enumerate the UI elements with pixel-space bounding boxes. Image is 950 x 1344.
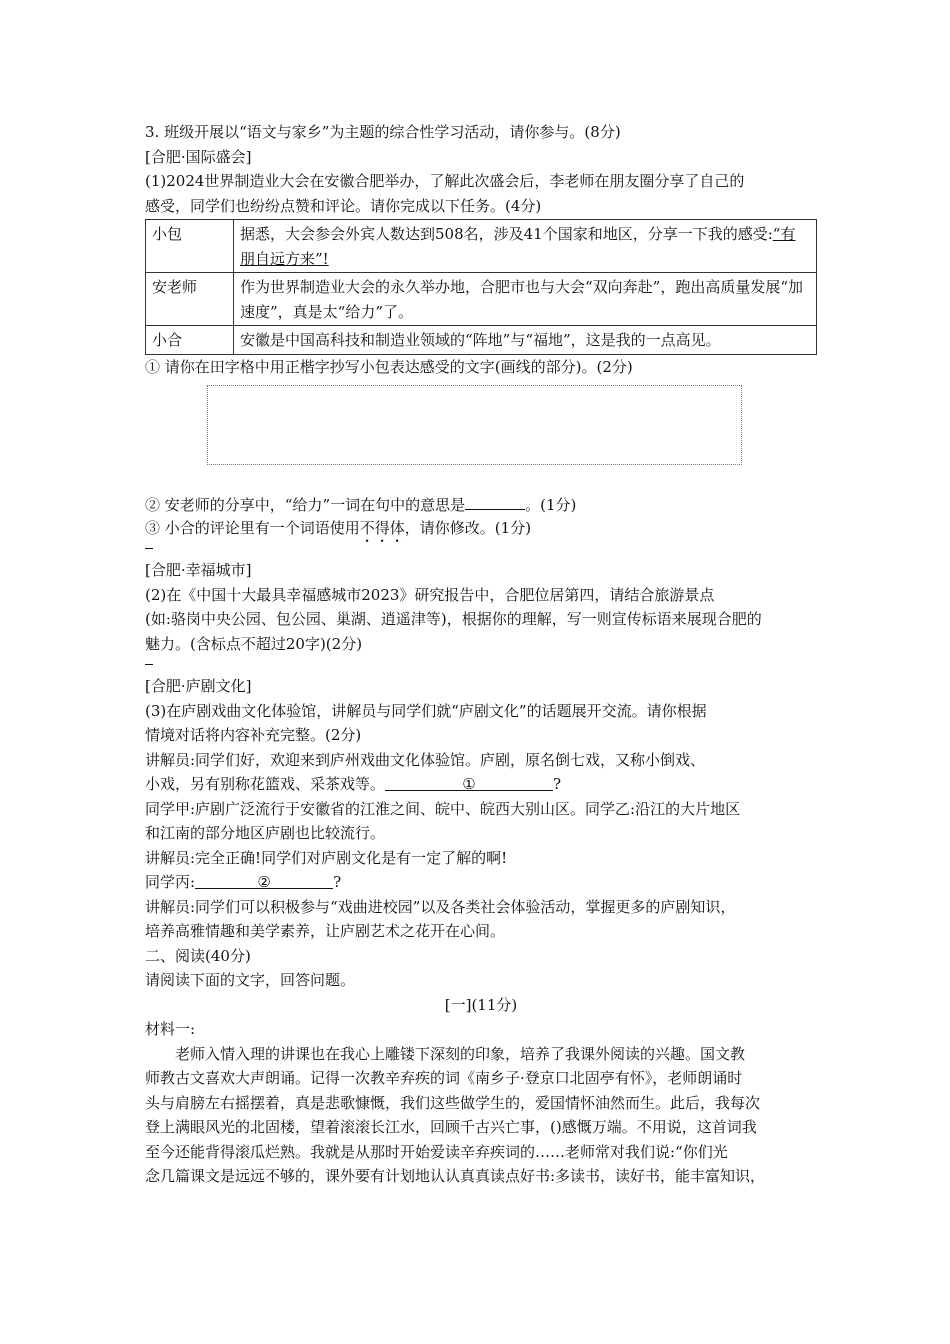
task-3-text: ③ 小合的评论里有一个词语使用 xyxy=(145,518,360,537)
task-3-score: ，请你修改。(1分) xyxy=(404,518,532,537)
part-2-instruction: 请阅读下面的文字，回答问题。 xyxy=(145,971,356,989)
dialogue-line xyxy=(145,772,817,797)
comment-cell: 安徽是中国高科技和制造业领域的“阵地”与“福地”，这是我的一点高见。 xyxy=(234,326,817,355)
comment-text: 据悉，大会参会外宾人数达到508名，涉及41个国家和地区，分享一下我的感受: xyxy=(240,225,773,243)
reading-section-title: [一](11分) xyxy=(444,995,518,1014)
speaker-cell: 小合 xyxy=(146,326,234,355)
dialogue-line xyxy=(145,870,817,895)
answer-blank[interactable] xyxy=(465,491,525,510)
answer-blank-1[interactable]: ① xyxy=(385,772,553,791)
dialogue-line: 讲解员:同学们好，欢迎来到庐州戏曲文化体验馆。庐剧，原名倒七戏，又称小倒戏、 xyxy=(145,750,706,769)
speaker-cell: 安老师 xyxy=(146,273,234,326)
underlined-phrase: “有朋自远方来”! xyxy=(240,225,796,268)
dialogue-line: 讲解员:同学们可以积极参与“戏曲进校园”以及各类社会体验活动，掌握更多的庐剧知识， xyxy=(145,897,736,916)
table-row xyxy=(146,326,817,355)
table-row xyxy=(146,273,817,326)
section-2-tag: [合肥·幸福城市] xyxy=(145,561,252,579)
answer-blank-2[interactable]: ② xyxy=(195,870,333,889)
section-3-line-1: (3)在庐剧戏曲文化体验馆，讲解员与同学们就“庐剧文化”的话题展开交流。请你根据 xyxy=(145,701,707,720)
dialogue-text: 同学丙: xyxy=(145,873,196,891)
section-1-intro-line-1: (1)2024世界制造业大会在安徽合肥举办，了解此次盛会后，李老师在朋友圈分享了自己的 xyxy=(145,172,745,190)
part-2-heading: 二、阅读(40分) xyxy=(145,946,251,965)
question-mark: ? xyxy=(333,873,342,891)
dialogue-text: 小戏，另有别称花篮戏、采茶戏等。 xyxy=(145,775,386,793)
speaker-cell: 小包 xyxy=(146,220,234,273)
section-1-intro-line-2: 感受，同学们也纷纷点赞和评论。请你完成以下任务。(4分) xyxy=(145,196,542,215)
comment-table xyxy=(145,219,817,355)
question-3-title: 3. 班级开展以“语文与家乡”为主题的综合性学习活动，请你参与。(8分) xyxy=(145,123,621,141)
task-3 xyxy=(145,516,817,541)
task-2-score: 。(1分) xyxy=(525,496,577,514)
section-1-tag: [合肥·国际盛会] xyxy=(145,147,252,166)
passage-line: 师教古文喜欢大声朗诵。记得一次教辛弃疾的词《南乡子·登京口北固亭有怀》，老师朗诵时 xyxy=(145,1069,743,1087)
dialogue-line: 讲解员:完全正确!同学们对庐剧文化是有一定了解的啊! xyxy=(145,848,508,867)
tianzige-writing-box[interactable] xyxy=(207,385,742,465)
section-3-tag: [合肥·庐剧文化] xyxy=(145,677,252,695)
dialogue-line: 和江南的部分地区庐剧也比较流行。 xyxy=(145,824,386,842)
dialogue-line: 培养高雅情趣和美学素养，让庐剧艺术之花开在心间。 xyxy=(145,922,506,940)
answer-line-mark xyxy=(145,540,817,558)
section-3-line-2: 情境对话将内容补充完整。(2分) xyxy=(145,726,362,744)
passage-line: 老师入情入理的讲课也在我心上雕镂下深刻的印象，培养了我课外阅读的兴趣。国文教 xyxy=(175,1044,746,1063)
passage-line: 至今还能背得滚瓜烂熟。我就是从那时开始爱读辛弃疾词的……老师常对我们说:“你们光 xyxy=(145,1142,728,1161)
section-2-line-3: 魅力。(含标点不超过20字)(2分) xyxy=(145,634,363,653)
task-1: ① 请你在田字格中用正楷字抄写小包表达感受的文字(画线的部分)。(2分) xyxy=(145,357,633,376)
task-2 xyxy=(145,491,817,516)
exam-page xyxy=(145,120,817,1189)
dialogue-line: 同学甲:庐剧广泛流行于安徽省的江淮之间、皖中、皖西大别山区。同学乙:沿江的大片地区 xyxy=(145,799,741,818)
passage-line: 念几篇课文是远远不够的，课外要有计划地认认真真读点好书:多读书，读好书，能丰富知识， xyxy=(145,1167,766,1185)
emphasized-words: 不得体 xyxy=(359,518,405,537)
task-2-text: ② 安老师的分享中，“给力”一词在句中的意思是 xyxy=(145,496,466,514)
answer-line-mark xyxy=(145,656,817,674)
table-row xyxy=(146,220,817,273)
material-label: 材料一: xyxy=(145,1020,196,1038)
section-2-line-1: (2)在《中国十大最具幸福感城市2023》研究报告中，合肥位居第四，请结合旅游景点 xyxy=(145,585,715,604)
passage-line: 登上满眼风光的北固楼，望着滚滚长江水，回顾千古兴亡事，()感慨万端。不用说，这首词我 xyxy=(145,1118,757,1136)
section-2-line-2: (如:骆岗中央公园、包公园、巢湖、逍遥津等)，根据你的理解，写一则宣传标语来展现合肥的 xyxy=(145,610,762,628)
passage-line: 头与肩膀左右摇摆着，真是悲歌慷慨，我们这些做学生的，爱国情怀油然而生。此后，我每次 xyxy=(145,1093,761,1112)
comment-cell: 作为世界制造业大会的永久举办地，合肥市也与大会“双向奔赴”，跑出高质量发展“加速度”，真是太“给力”了。 xyxy=(234,273,817,326)
comment-cell xyxy=(234,220,817,273)
question-mark: ? xyxy=(553,775,562,793)
